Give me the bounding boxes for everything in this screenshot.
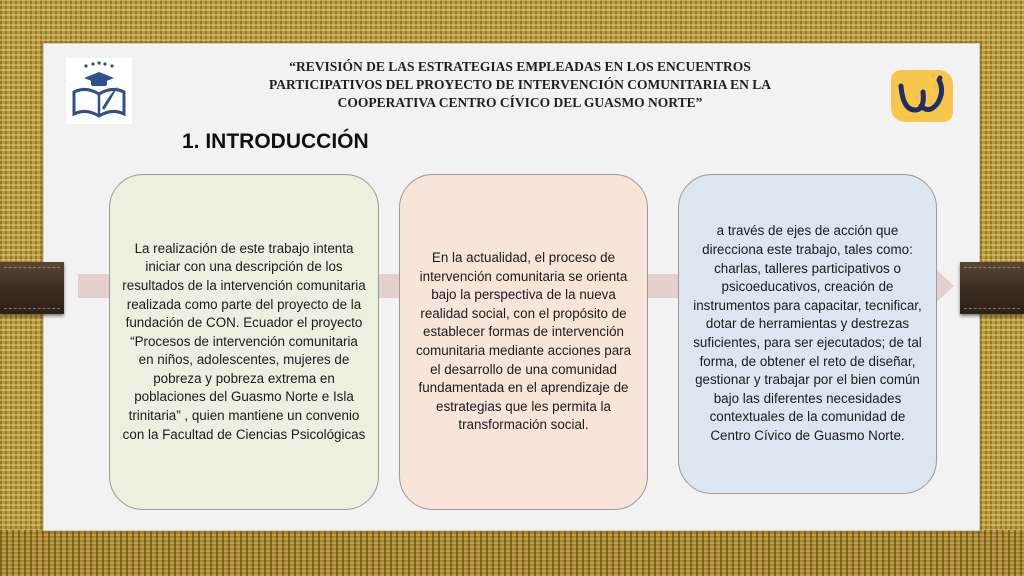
intro-box-2 xyxy=(399,174,648,510)
intro-box-1-text: La realización de este trabajo intenta iniciar con una descripción de los resultados de la intervención comunitaria realizada como parte del proyecto de la fundación de CON. Ecuador el proyecto “Procesos de intervención comunitaria en niños, adolescentes, mujeres de pobreza y pobreza extrema en poblaciones del Guasmo Norte e Isla trinitaria” , quien mantiene un convenio con la Facultad de Ciencias Psicológicas xyxy=(122,240,366,442)
header-title-line: “REVISIÓN DE LAS ESTRATEGIAS EMPLEADAS EN LOS ENCUENTROS xyxy=(289,59,751,74)
intro-box-2-text: En la actualidad, el proceso de intervención comunitaria se orienta bajo la perspectiva de la nueva realidad social, con el propósito de establecer formas de intervención comunitaria mediante acciones para el desarrollo de una comunidad fundamentada en el aprendizaje de estrategias que les permita la transformación social. xyxy=(415,250,632,433)
header-title-line: COOPERATIVA CENTRO CÍVICO DEL GUASMO NORTE” xyxy=(337,95,703,110)
header-title-line: PARTICIPATIVOS DEL PROYECTO DE INTERVENCIÓN COMUNITARIA EN LA xyxy=(269,77,771,92)
university-emblem-icon xyxy=(891,70,953,122)
intro-box-1 xyxy=(109,174,379,510)
intro-box-3-text: a través de ejes de acción que direcciona este trabajo, tales como: charlas, talleres participativos o psicoeducativos, creación de instrumentos para capacitar, tecnificar, dotar de herramientas y destrezas suficientes, para ser ejecutados; de tal forma, de obtener el reto de diseñar, gestionar y trabajar por el bien común bajo las diferentes necesidades contextuales de la comunidad de Centro Cívico de Guasmo Norte. xyxy=(693,223,922,443)
slide-header-title xyxy=(205,58,835,112)
graduation-book-icon xyxy=(66,58,132,124)
right-leather-strap xyxy=(960,262,1024,314)
intro-box-3 xyxy=(678,174,937,494)
background-bottom-band xyxy=(0,530,1024,576)
left-leather-strap xyxy=(0,262,64,314)
section-title: 1. INTRODUCCIÓN xyxy=(182,130,369,153)
